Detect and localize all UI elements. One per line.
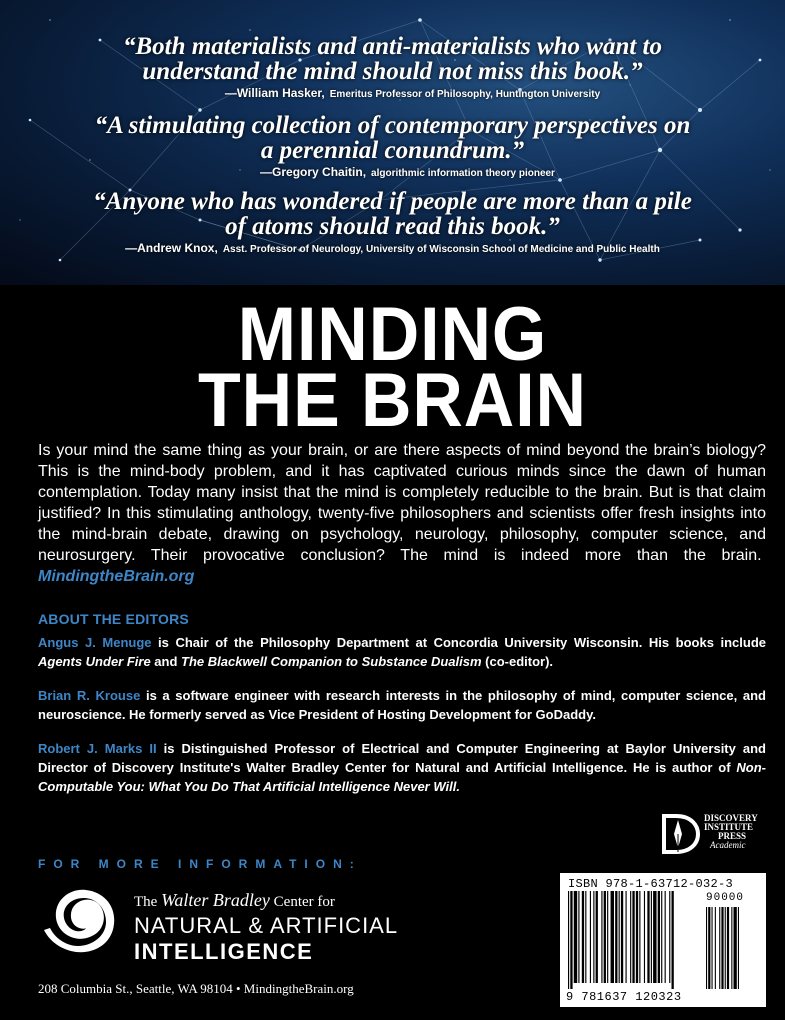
addon-bar: [721, 907, 723, 989]
barcode-bar: [593, 891, 594, 983]
addon-bar: [708, 907, 710, 989]
quote-author-role: Asst. Professor of Neurology, University of Wisconsin School of Medicine and Public Health: [222, 244, 660, 255]
editor-bio-text: is Chair of the Philosophy Department at Concordia University Wisconsin. His books include: [151, 635, 766, 650]
barcode-bar: [582, 891, 584, 983]
book-title-line-1: MINDING: [237, 292, 548, 377]
quote-text-line: a perennial conundrum.”: [260, 137, 525, 164]
about-editors-heading: ABOUT THE EDITORS: [38, 611, 189, 627]
barcode-bar: [647, 891, 649, 983]
barcode-bar: [574, 891, 577, 983]
editor-bio-text: is a software engineer with research interests in the philosophy of mind, computer science, and neuroscience. He formerly served as Vice President of Hosting Development for GoDaddy.: [38, 688, 766, 722]
walter-bradley-center-name: [134, 890, 398, 965]
barcode-bar: [630, 891, 631, 983]
discovery-institute-press-logo: [660, 812, 768, 856]
book-title: Agents Under Fire: [38, 654, 151, 669]
endorsement-quote-3: [0, 189, 785, 255]
center-center-for: Center for: [273, 894, 335, 910]
isbn-label: ISBN 978-1-63712-032-3: [568, 877, 734, 891]
price-addon-number: 90000: [706, 892, 745, 904]
publisher-imprint: Academic: [710, 840, 746, 850]
barcode-bar: [585, 891, 586, 983]
barcode-bar: [636, 891, 638, 983]
editor-bio-menuge: [38, 633, 766, 671]
barcode-bar: [653, 891, 656, 983]
quote-text-line: “Both materialists and anti-materialists who want to: [122, 33, 662, 60]
quote-text-line: understand the mind should not miss this book.”: [142, 58, 643, 85]
publisher-name: [704, 814, 758, 850]
quote-attribution: [0, 165, 785, 179]
center-walter-bradley: Walter Bradley: [161, 890, 270, 910]
quote-text-line: “A stimulating collection of contemporary perspectives on: [94, 112, 691, 139]
isbn-barcode: [560, 873, 766, 1007]
barcode-bar: [651, 891, 652, 983]
quote-text-line: of atoms should read this book.”: [225, 213, 560, 240]
addon-bar: [734, 907, 737, 989]
publisher-line: DISCOVERY: [704, 813, 758, 823]
barcode-bar: [607, 891, 608, 983]
barcode-bar: [639, 891, 640, 983]
book-description: [38, 440, 766, 587]
addon-bar: [727, 907, 729, 989]
barcode-bar: [590, 891, 591, 983]
barcode-bar: [570, 891, 572, 989]
barcode-bar: [661, 891, 662, 983]
starfield-banner: [0, 0, 785, 285]
ean-number: 9 781637 120323: [566, 990, 682, 1004]
publisher-line: PRESS: [718, 831, 747, 841]
nautilus-shell-logo-icon: [34, 884, 124, 956]
quote-text-line: “Anyone who has wondered if people are more than a pile: [93, 188, 692, 215]
quote-attribution: [0, 86, 785, 100]
contact-address: 208 Columbia St., Seattle, WA 98104 • MindingtheBrain.org: [38, 981, 354, 996]
quote-author: —William Hasker,: [224, 86, 325, 100]
addon-bar: [706, 907, 707, 989]
endorsement-quote-1: [0, 34, 785, 100]
barcode-bar: [596, 891, 598, 983]
quote-attribution: [0, 241, 785, 255]
quote-author-role: Emeritus Professor of Philosophy, Huntington University: [329, 89, 601, 100]
barcode-bar: [626, 891, 627, 983]
addon-bar: [725, 907, 726, 989]
editor-bio-text: and: [150, 654, 182, 669]
barcode-bar: [619, 891, 620, 983]
quote-author: —Gregory Chaitin,: [260, 165, 367, 179]
editor-name: Brian R. Krouse: [38, 688, 141, 703]
book-title-line-2: THE BRAIN: [198, 358, 587, 443]
barcode-bar: [644, 891, 645, 983]
editor-name: Angus J. Menuge: [38, 635, 152, 650]
barcode-bar: [568, 891, 569, 989]
more-information-label: FOR MORE INFORMATION:: [38, 857, 362, 871]
barcode-bar: [601, 891, 602, 983]
discovery-institute-mark-icon: [660, 812, 700, 856]
addon-bar: [712, 907, 713, 989]
website-link[interactable]: MindingtheBrain.org: [38, 568, 195, 585]
description-text: Is your mind the same thing as your brain, or are there aspects of mind beyond the brain’s biology? This is the mind-body problem, and it has captivated curious minds since the dawn of human contemplation. Today many insist that the mind is completely reducible to the brain. But is that claim justified? In this stimulating anthology, twenty-five philosophers and scientists offer fresh insights into the mind-brain debate, drawing on psychology, neurology, philosophy, computer science, and neurosurgery. Their provocative conclusion? The mind is indeed more than the brain.: [38, 442, 766, 564]
barcode-bars: [566, 891, 762, 989]
barcode-bar: [615, 891, 617, 983]
barcode-bar: [578, 891, 579, 983]
addon-bar: [719, 907, 720, 989]
quote-author: —Andrew Knox,: [125, 241, 218, 255]
barcode-bar: [621, 891, 623, 983]
editor-bio-text: (co-editor).: [481, 654, 554, 669]
editor-bio-krouse: [38, 686, 766, 724]
center-name-line-2: NATURAL & ARTIFICIAL: [134, 913, 399, 938]
addon-bar: [731, 907, 732, 989]
publisher-line: INSTITUTE: [704, 822, 754, 832]
editor-bio-text: is Distinguished Professor of Electrical and Computer Engineering at Baylor University and Director of Discovery Institute's Walter Bradley Center for Natural and Artificial Intelligence. He is author of: [38, 741, 766, 775]
quote-author-role: algorithmic information theory pioneer: [371, 168, 555, 179]
barcode-bar: [611, 891, 614, 983]
barcode-bar: [632, 891, 634, 983]
barcode-bar: [672, 891, 674, 989]
center-name-line-1: [134, 890, 398, 911]
endorsement-quote-2: [0, 113, 785, 179]
center-name-line-3: INTELLIGENCE: [134, 939, 314, 964]
editor-bio-marks: [38, 739, 766, 796]
addon-bar: [715, 907, 716, 989]
editor-name: Robert J. Marks II: [38, 741, 157, 756]
book-title: The Blackwell Companion to Substance Dualism: [181, 654, 482, 669]
center-the: The: [134, 894, 158, 910]
barcode-bar: [604, 891, 606, 983]
book-title: Non-Computable You: What You Do That Artificial Intelligence Never Will.: [38, 760, 766, 794]
barcode-bar: [665, 891, 666, 983]
addon-bar: [738, 907, 739, 989]
barcode-bar: [669, 891, 670, 983]
barcode-bar: [658, 891, 660, 983]
